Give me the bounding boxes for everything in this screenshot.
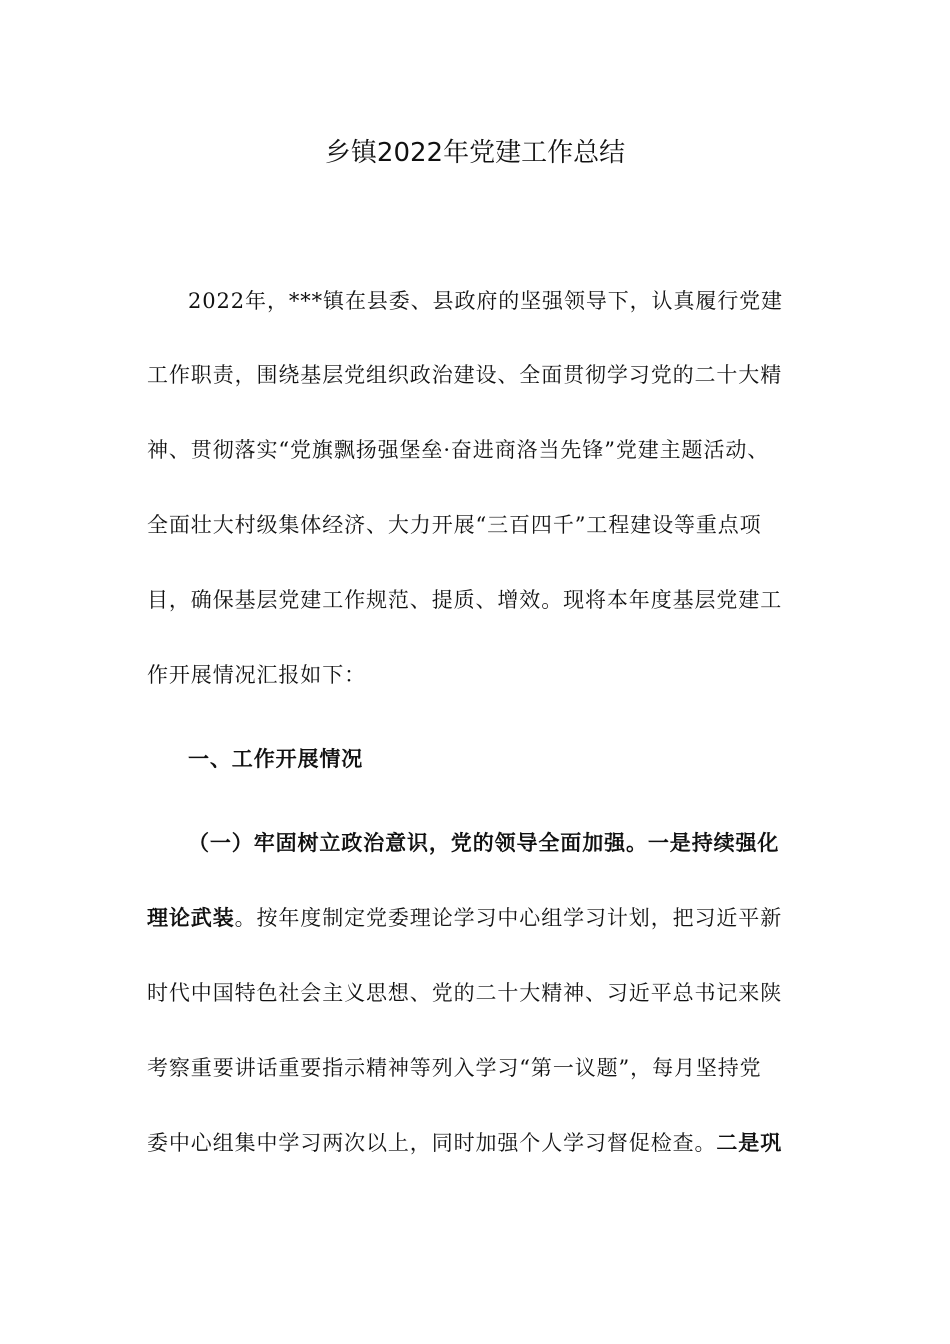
document-title: 乡镇2022年党建工作总结 [324,138,626,168]
paragraph-line: 时代中国特色社会主义思想、党的二十大精神、习近平总书记来陕 [147,981,783,1005]
bold-phrase: 理论武装 [147,905,235,930]
paragraph-text: 。按年度制定党委理论学习中心组学习计划，把习近平新 [234,906,783,930]
paragraph-line [147,1123,827,1163]
paragraph-line: （一）牢固树立政治意识，党的领导全面加强。一是持续强化 [188,830,780,855]
paragraph-line: 工作职责，围绕基层党组织政治建设、全面贯彻学习党的二十大精 [147,363,783,387]
paragraph-line: 全面壮大村级集体经济、大力开展“三百四千”工程建设等重点项 [147,513,762,537]
paragraph-line: 考察重要讲话重要指示精神等列入学习“第一议题”，每月坚持党 [147,1056,762,1080]
section-heading: 一、工作开展情况 [188,746,364,771]
paragraph-line [147,898,827,938]
paragraph-text: 委中心组集中学习两次以上，同时加强个人学习督促检查。 [147,1131,717,1155]
paragraph-line: 目，确保基层党建工作规范、提质、增效。现将本年度基层党建工 [147,588,783,612]
paragraph-line: 作开展情况汇报如下： [147,663,366,687]
bold-phrase: 二是巩 [716,1130,783,1155]
paragraph-line: 2022年，***镇在县委、县政府的坚强领导下，认真履行党建 [188,289,783,313]
paragraph-line: 神、贯彻落实“党旗飘扬强堡垒·奋进商洛当先锋”党建主题活动、 [147,438,770,462]
